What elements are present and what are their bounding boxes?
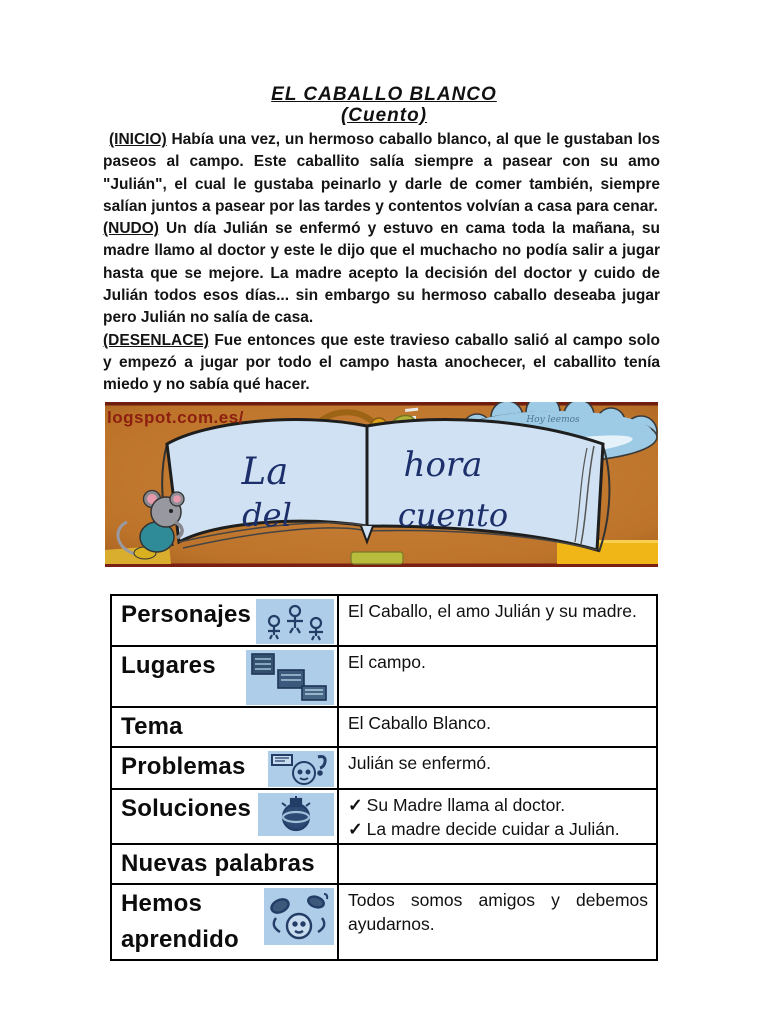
story-text [103,129,660,397]
section-label: (NUDO) [103,220,159,238]
book-word-hora: hora [403,444,483,485]
table-row [111,844,657,884]
soluciones-icon [258,793,334,836]
row-label: Nuevas palabras [121,849,315,877]
section-text: Fue entonces que este travieso caballo salió al campo solo y empezó a jugar por todo el campo hasta anochecer, el caballito tenía miedo y no sabía qué hacer. [103,331,660,394]
check-icon: ✓ [348,818,363,839]
story-paragraph [103,218,660,329]
story-title: EL CABALLO BLANCO [271,84,497,105]
checklist-text: La madre decide cuidar a Julián. [366,818,620,839]
row-content-text: El campo. [348,651,426,672]
row-content-text: El Caballo, el amo Julián y su madre. [348,600,637,621]
section-label: (INICIO) [109,131,167,148]
story-summary-table [110,594,658,961]
row-content-cell [338,844,657,884]
row-content-cell [338,884,657,960]
problemas-icon [268,751,334,787]
row-content-cell [338,747,657,789]
row-label: Soluciones [121,794,252,822]
table-row [111,884,657,960]
table-row [111,747,657,789]
row-label-cell [111,844,338,884]
row-content-text: Todos somos amigos y debemos ayudarnos. [348,889,648,934]
table-row [111,646,657,707]
check-icon: ✓ [348,794,363,815]
row-label-cell [111,707,338,747]
watermark-text: logspot.com.es/ [107,407,244,427]
personajes-icon [256,599,334,644]
checklist-item [348,817,648,841]
table-row [111,595,657,646]
title-block [0,0,768,126]
section-label: (DESENLACE) [103,331,209,349]
story-paragraph [103,330,660,397]
row-label: Personajes [121,600,252,628]
row-content-cell [338,789,657,844]
row-content-text: El Caballo Blanco. [348,712,491,733]
row-content-cell [338,646,657,707]
illustration-canvas [105,402,658,567]
row-label-cell [111,747,338,789]
yellow-tab [351,552,403,564]
section-text: Un día Julián se enfermó y estuvo en cama toda la mañana, su madre llamo al doctor y este le dijo que el muchacho no podía salir a jugar hasta que se mejore. La madre acepto la decisión del doctor y cuido de Julián todos esos días... sin embargo su hermoso caballo deseaba jugar pero Julián no salía de casa. [103,220,660,327]
checklist-item [348,793,648,817]
row-label-cell [111,884,338,960]
table-row [111,789,657,844]
story-subtitle: (Cuento) [340,105,428,126]
row-label-cell [111,595,338,646]
row-content-cell [338,707,657,747]
hemos-aprendido-icon [264,888,334,945]
lugares-icon [246,650,334,705]
row-content-text: Julián se enfermó. [348,752,491,773]
section-text: Había una vez, un hermoso caballo blanco, al que le gustaban los paseos al campo. Este caballito salía siempre a pasear con su amo "Julián", el cual le gustaba peinarlo y darle de comer también, siempre salían juntos a pasear por las tardes y contentos volvían a casa para cenar. [103,131,660,215]
row-label: Hemos aprendido [121,889,239,953]
story-illustration [105,402,658,567]
book-word-cuento: cuento [397,495,509,534]
row-label-cell [111,789,338,844]
book-word-del: del [242,495,292,534]
book-word-la: La [241,449,289,493]
row-label: Lugares [121,651,216,679]
row-content-cell [338,595,657,646]
row-label: Problemas [121,752,246,780]
row-label: Tema [121,712,183,740]
checklist-text: Su Madre llama al doctor. [366,794,566,815]
story-paragraph [103,129,660,218]
table-row [111,707,657,747]
row-label-cell [111,646,338,707]
cloud-caption: Hoy leemos [526,414,580,425]
